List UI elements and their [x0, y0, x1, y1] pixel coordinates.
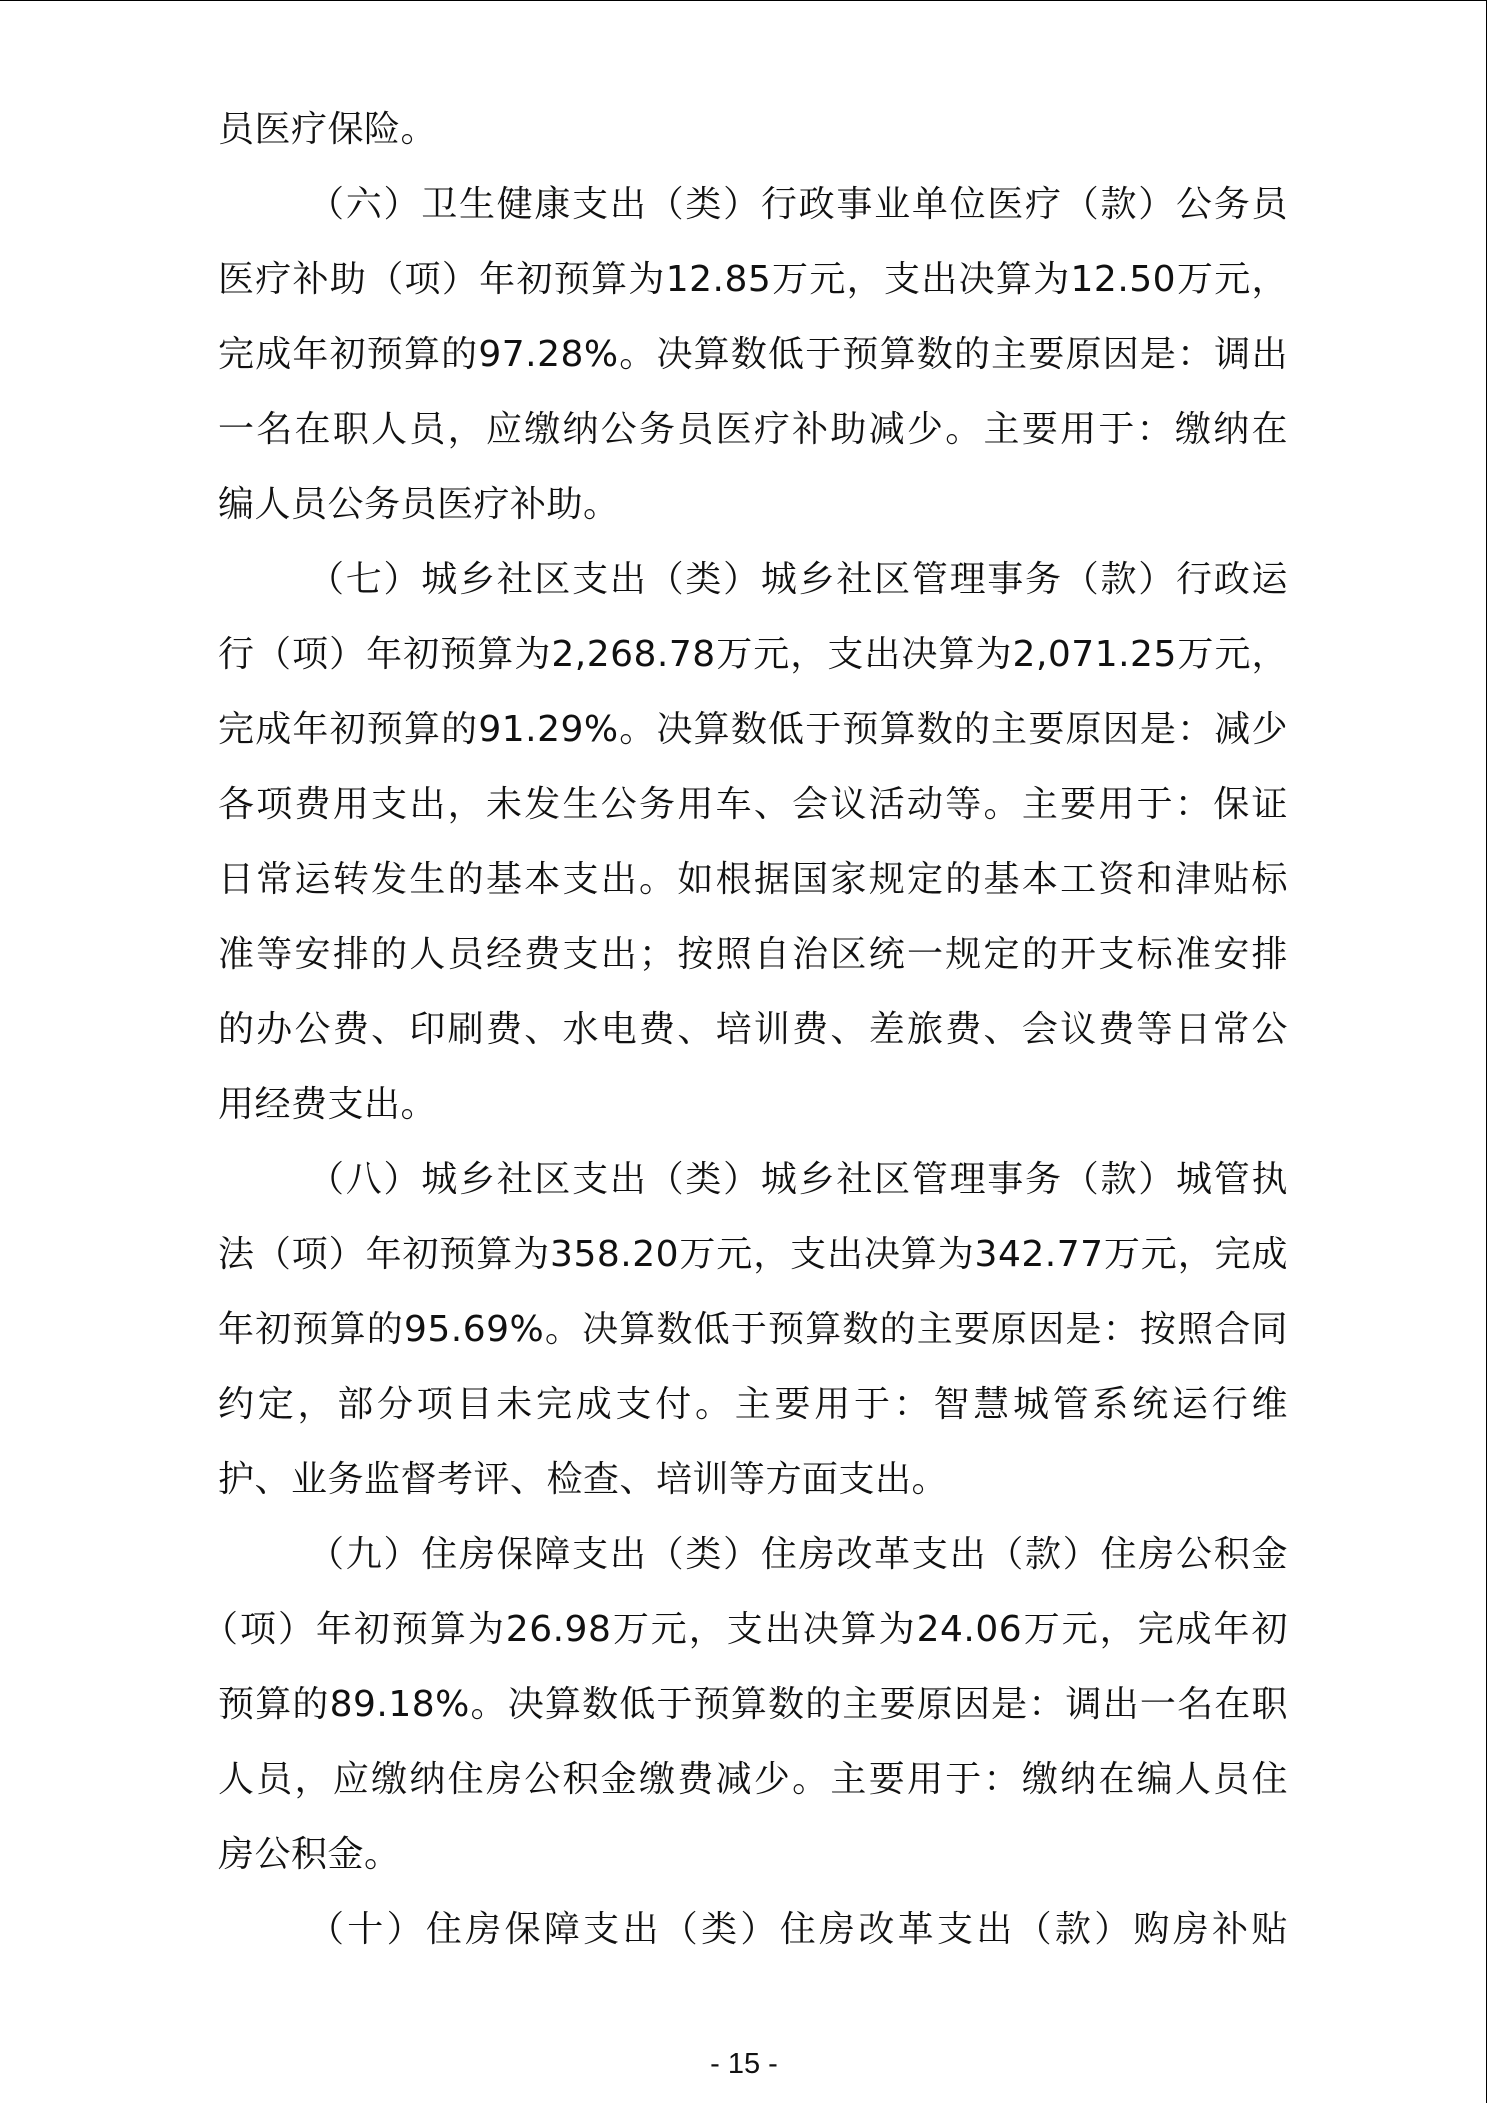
text-line: 房公积金。 — [218, 1834, 401, 1875]
text-line: 预算的89.18%。决算数低于预算数的主要原因是：调出一名在职 — [218, 1684, 1288, 1725]
text-line: 完成年初预算的91.29%。决算数低于预算数的主要原因是：减少 — [218, 709, 1288, 750]
section-heading-line: （十）住房保障支出（类）住房改革支出（款）购房补贴 — [308, 1909, 1288, 1950]
text-line: 人员，应缴纳住房公积金缴费减少。主要用于：缴纳在编人员住 — [218, 1759, 1288, 1800]
text-line: 准等安排的人员经费支出；按照自治区统一规定的开支标准安排 — [218, 934, 1288, 975]
section-heading-line: （八）城乡社区支出（类）城乡社区管理事务（款）城管执 — [308, 1159, 1288, 1200]
text-line: 编人员公务员医疗补助。 — [218, 484, 620, 525]
section-heading-line: （九）住房保障支出（类）住房改革支出（款）住房公积金 — [308, 1534, 1288, 1575]
text-line: 约定，部分项目未完成支付。主要用于：智慧城管系统运行维 — [218, 1384, 1288, 1425]
text-line: 法（项）年初预算为358.20万元，支出决算为342.77万元，完成 — [218, 1234, 1288, 1275]
text-line: 护、业务监督考评、检查、培训等方面支出。 — [218, 1459, 949, 1500]
section-heading-line: （七）城乡社区支出（类）城乡社区管理事务（款）行政运 — [308, 559, 1288, 600]
text-line: 的办公费、印刷费、水电费、培训费、差旅费、会议费等日常公 — [218, 1009, 1288, 1050]
section-heading-line: （六）卫生健康支出（类）行政事业单位医疗（款）公务员 — [308, 184, 1288, 225]
text-line: 完成年初预算的97.28%。决算数低于预算数的主要原因是：调出 — [218, 334, 1288, 375]
text-line: 医疗补助（项）年初预算为12.85万元，支出决算为12.50万元， — [218, 259, 1288, 300]
text-line: 日常运转发生的基本支出。如根据国家规定的基本工资和津贴标 — [218, 859, 1288, 900]
text-line: 各项费用支出，未发生公务用车、会议活动等。主要用于：保证 — [218, 784, 1288, 825]
text-line: 员医疗保险。 — [218, 109, 438, 150]
text-line: （项）年初预算为26.98万元，支出决算为24.06万元，完成年初 — [202, 1609, 1288, 1650]
page-number: - 15 - — [710, 2048, 778, 2080]
document-body — [202, 92, 1288, 1967]
text-line: 用经费支出。 — [218, 1084, 438, 1125]
text-line: 年初预算的95.69%。决算数低于预算数的主要原因是：按照合同 — [218, 1309, 1288, 1350]
text-line: 一名在职人员，应缴纳公务员医疗补助减少。主要用于：缴纳在 — [218, 409, 1288, 450]
text-line: 行（项）年初预算为2,268.78万元，支出决算为2,071.25万元， — [218, 634, 1288, 675]
